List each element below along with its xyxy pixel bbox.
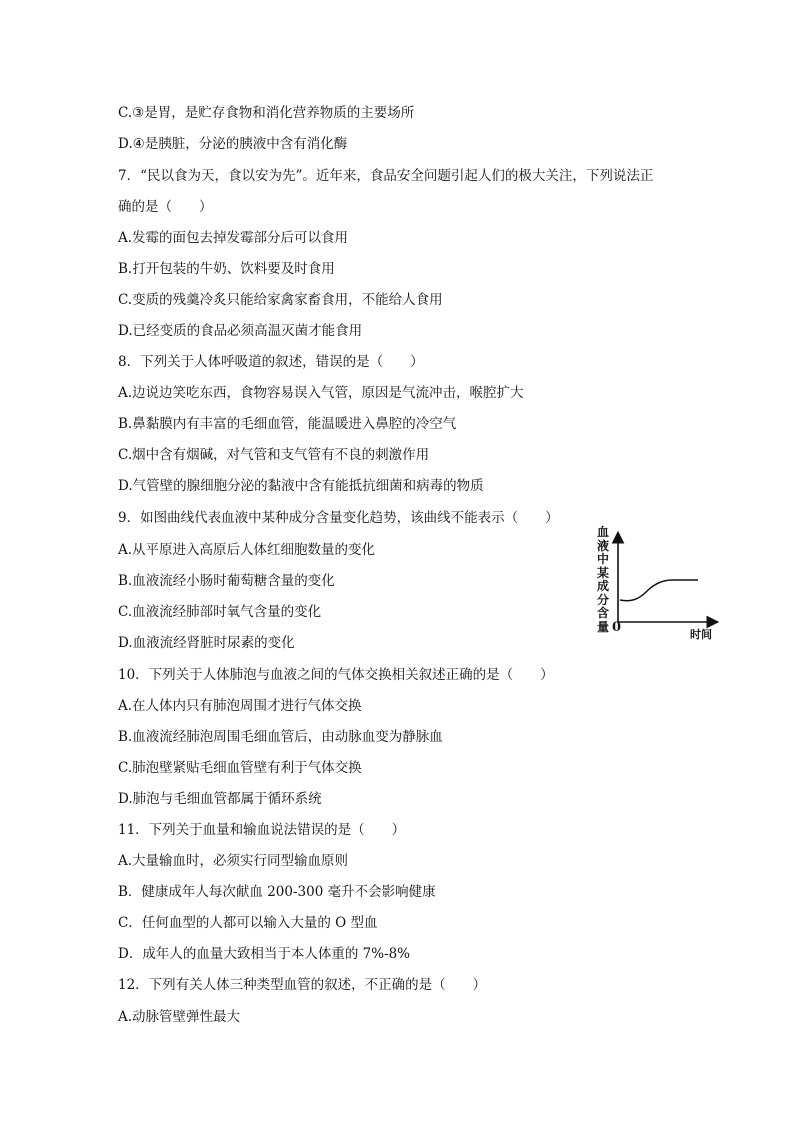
text-line: 12．下列有关人体三种类型血管的叙述，不正确的是（ ） bbox=[118, 977, 487, 993]
x-axis-label: 时间 bbox=[690, 628, 712, 641]
text-line: 11．下列关于血量和输血说法错误的是（ ） bbox=[118, 822, 406, 838]
text-line: C.血液流经肺部时氧气含量的变化 bbox=[118, 604, 322, 620]
text-line: D.肺泡与毛细血管都属于循环系统 bbox=[118, 791, 322, 807]
text-line: B.打开包装的牛奶、饮料要及时食用 bbox=[118, 261, 335, 277]
text-line: B.鼻黏膜内有丰富的毛细血管，能温暖进入鼻腔的冷空气 bbox=[118, 416, 457, 432]
text-line: 10．下列关于人体肺泡与血液之间的气体交换相关叙述正确的是（ ） bbox=[118, 667, 554, 683]
text-line: 确的是（ ） bbox=[118, 199, 213, 215]
text-line: C．任何血型的人都可以输入大量的 O 型血 bbox=[118, 915, 378, 931]
text-line: A.在人体内只有肺泡周围才进行气体交换 bbox=[118, 698, 362, 714]
y-axis-label: 血液中某成分含量 bbox=[596, 525, 609, 634]
text-line: D.血液流经肾脏时尿素的变化 bbox=[118, 635, 295, 651]
text-line: D．成年人的血量大致相当于本人体重的 7%-8% bbox=[118, 946, 411, 962]
text-line: A.发霉的面包去掉发霉部分后可以食用 bbox=[118, 230, 349, 246]
text-line: 8．下列关于人体呼吸道的叙述，错误的是（ ） bbox=[118, 354, 424, 370]
origin-label: 0 bbox=[612, 620, 622, 635]
text-line: D.气管壁的腺细胞分泌的黏液中含有能抵抗细菌和病毒的物质 bbox=[118, 478, 484, 494]
trend-curve bbox=[620, 580, 698, 601]
curve-plot bbox=[590, 522, 720, 642]
text-line: C.烟中含有烟碱，对气管和支气管有不良的刺激作用 bbox=[118, 447, 430, 463]
text-line: C.变质的残羹冷炙只能给家禽家畜食用，不能给人食用 bbox=[118, 292, 443, 308]
text-line: D.已经变质的食品必须高温灭菌才能食用 bbox=[118, 323, 363, 339]
text-line: 7．“民以食为天，食以安为先”。近年来，食品安全问题引起人们的极大关注，下列说法正 bbox=[118, 168, 654, 184]
text-line: C.肺泡壁紧贴毛细血管壁有利于气体交换 bbox=[118, 760, 362, 776]
text-line: B．健康成年人每次献血 200-300 毫升不会影响健康 bbox=[118, 884, 436, 900]
text-line: B.血液流经小肠时葡萄糖含量的变化 bbox=[118, 573, 335, 589]
text-line: A.从平原进入高原后人体红细胞数量的变化 bbox=[118, 542, 376, 558]
text-line: 9．如图曲线代表血液中某种成分含量变化趋势，该曲线不能表示（ ） bbox=[118, 510, 559, 526]
text-line: A.边说边笑吃东西，食物容易误入气管，原因是气流冲击，喉腔扩大 bbox=[118, 385, 524, 401]
text-line: A.大量输血时，必须实行同型输血原则 bbox=[118, 853, 349, 869]
text-line: C.③是胃，是贮存食物和消化营养物质的主要场所 bbox=[118, 105, 415, 121]
text-line: A.动脉管壁弹性最大 bbox=[118, 1009, 241, 1025]
text-line: B.血液流经肺泡周围毛细血管后，由动脉血变为静脉血 bbox=[118, 729, 443, 745]
text-line: D.④是胰脏，分泌的胰液中含有消化酶 bbox=[118, 136, 348, 152]
blood-content-curve-figure bbox=[590, 522, 720, 642]
